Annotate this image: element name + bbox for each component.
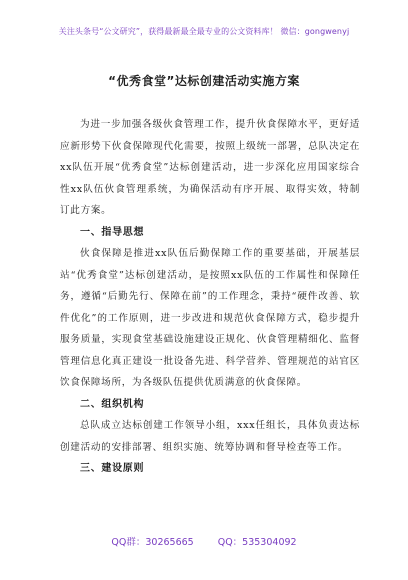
document-title: “优秀食堂”达标创建活动实施方案 <box>108 74 300 88</box>
section3-heading: 三、建设原则 <box>80 463 145 474</box>
qq-contact: QQ：535304092 <box>217 537 297 548</box>
section1-paragraph: 伙食保障是推进xx队伍后勤保障工作的重要基础，开展基层站“优秀食堂”达标创建活动，是按照xx队伍的工作属性和保障任务，遵循“后勤先行、保障在前”的工作理念，秉持“硬件改善、软件优化”的工作原则，进一步改进和规范伙食保障方式，稳步提升服务质量，实现食堂基础设施建设正规化、伙食管理精细化、监督管理信息化真正建设一批设备先进、科学营养、管理规范的站官区饮食保障场所，为各级队伍提供优质满意的伙食保障。 <box>60 248 360 388</box>
section2-paragraph: 总队成立达标创建工作领导小组，xxx任组长，具体负责达标创建活动的安排部署、组织实施、统筹协调和督导检查等工作。 <box>60 420 360 453</box>
document-body <box>60 114 360 480</box>
qq-group: QQ群：30265665 <box>111 537 194 548</box>
section1-heading: 一、指导思想 <box>80 226 145 238</box>
page-footer <box>0 534 408 548</box>
page-header: 关注头条号“公文研究”，获得最新最全最专业的公文资料库！ 微信：gongwenyj <box>58 27 350 36</box>
section2-heading: 二、组织机构 <box>80 398 145 410</box>
intro-paragraph: 为进一步加强各级伙食管理工作，提升伙食保障水平，更好适应新形势下伙食保障现代化需要，按照上级统一部署，总队决定在xx队伍开展“优秀食堂”达标创建活动，进一步深化应用国家综合性xx队伍伙食管理系统，为确保活动有序开展、取得实效，特制订此方案。 <box>60 119 360 216</box>
